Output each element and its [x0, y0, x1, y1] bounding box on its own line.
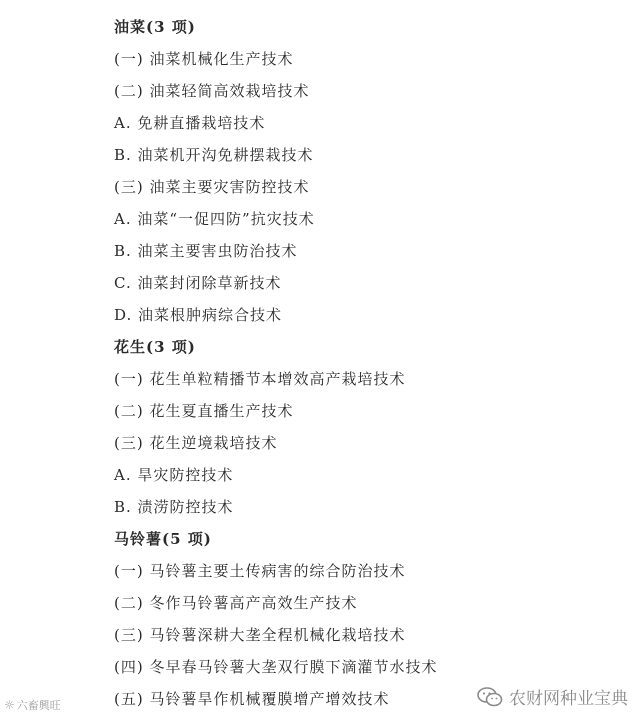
list-item: (二) 冬作马铃薯高产高效生产技术 — [114, 594, 358, 612]
list-item: (一) 花生单粒精播节本增效高产栽培技术 — [114, 370, 406, 388]
list-item: (一) 油菜机械化生产技术 — [114, 50, 294, 68]
list-item: (四) 冬早春马铃薯大垄双行膜下滴灌节水技术 — [114, 658, 438, 676]
section-rapeseed — [114, 11, 614, 331]
list-item: (五) 马铃薯旱作机械覆膜增产增效技术 — [114, 690, 390, 708]
list-item: A. 免耕直播栽培技术 — [114, 114, 266, 132]
list-item: C. 油菜封闭除草新技术 — [114, 274, 282, 292]
wechat-watermark-text: 农财网种业宝典 — [509, 689, 628, 709]
section-heading: 花生(3 项) — [114, 338, 196, 356]
list-item: (三) 花生逆境栽培技术 — [114, 434, 278, 452]
list-item: A. 旱灾防控技术 — [114, 466, 234, 484]
document-body — [114, 11, 614, 715]
list-item: B. 油菜机开沟免耕摆栽技术 — [114, 146, 314, 164]
section-heading: 马铃薯(5 项) — [114, 530, 212, 548]
list-item: (一) 马铃薯主要土传病害的综合防治技术 — [114, 562, 406, 580]
section-heading: 油菜(3 项) — [114, 18, 196, 36]
list-item: B. 渍涝防控技术 — [114, 498, 234, 516]
list-item: (三) 油菜主要灾害防控技术 — [114, 178, 310, 196]
wechat-watermark — [477, 684, 628, 709]
list-item: (三) 马铃薯深耕大垄全程机械化栽培技术 — [114, 626, 406, 644]
list-item: (二) 油菜轻简高效栽培技术 — [114, 82, 310, 100]
section-peanut — [114, 331, 614, 523]
list-item: (二) 花生夏直播生产技术 — [114, 402, 294, 420]
list-item: A. 油菜“一促四防”抗灾技术 — [114, 210, 315, 228]
weibo-watermark — [4, 697, 61, 713]
weibo-icon: ☼ — [4, 698, 15, 712]
list-item: D. 油菜根肿病综合技术 — [114, 306, 283, 324]
weibo-watermark-text: 六畜興旺 — [16, 699, 61, 712]
wechat-icon — [477, 687, 503, 707]
list-item: B. 油菜主要害虫防治技术 — [114, 242, 298, 260]
